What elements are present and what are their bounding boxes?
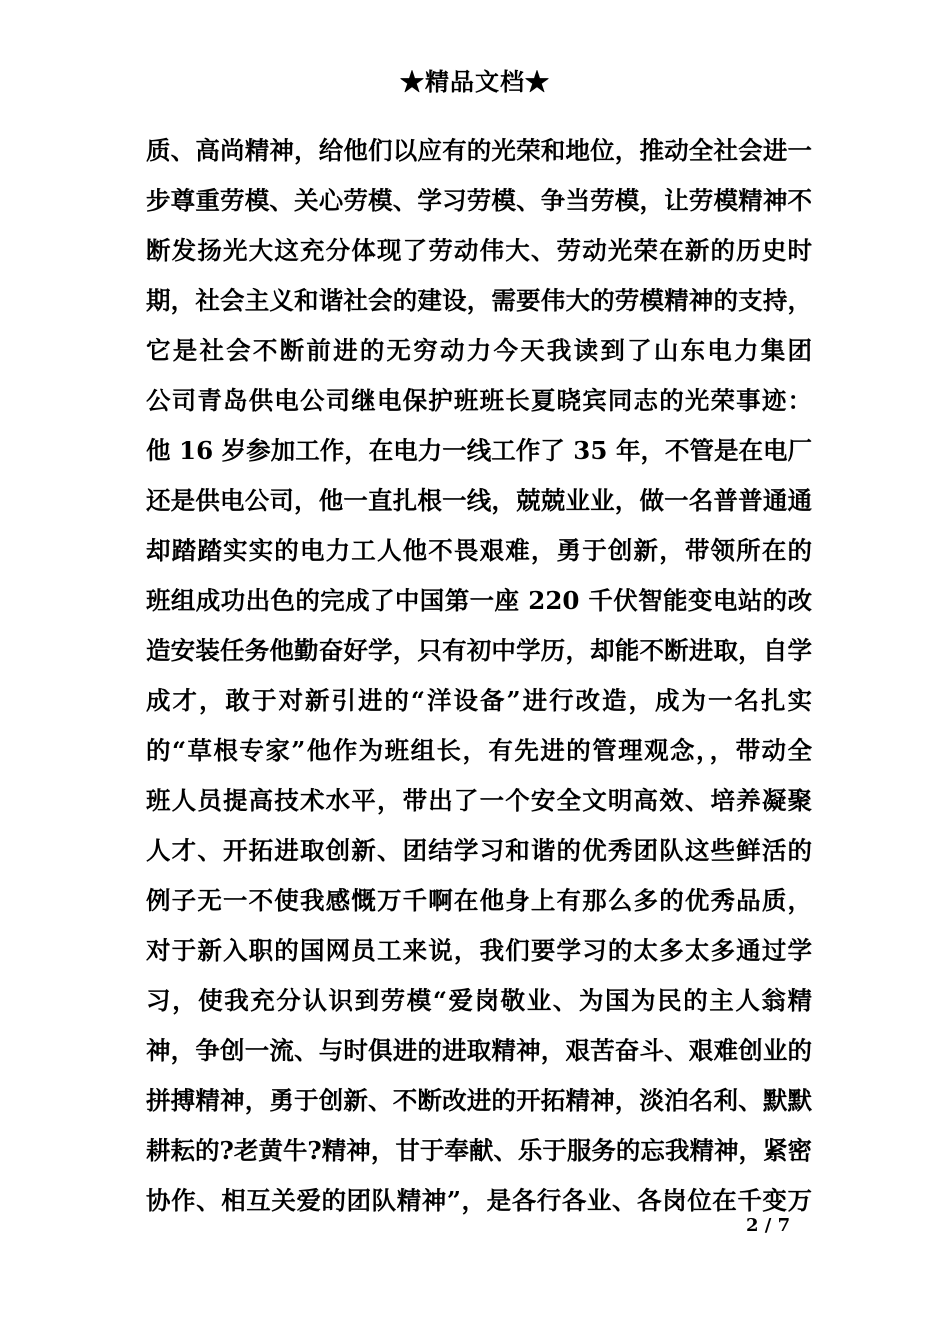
- text-line: 人才、开拓进取创新、团结学习和谐的优秀团队这些鲜活的: [146, 836, 812, 865]
- text-line: 耕耘的?老黄牛?精神，甘于奉献、乐于服务的忘我精神，紧密: [146, 1136, 812, 1165]
- text-line: 习，使我充分认识到劳模“爱岗敬业、为国为民的主人翁精: [146, 986, 812, 1015]
- text-line: 期，社会主义和谐社会的建设，需要伟大的劳模精神的支持，: [146, 286, 812, 315]
- text-line: 神，争创一流、与时俱进的进取精神，艰苦奋斗、艰难创业的: [146, 1036, 812, 1065]
- text-line: 步尊重劳模、关心劳模、学习劳模、争当劳模，让劳模精神不: [146, 186, 812, 215]
- page-header: ★精品文档★: [400, 67, 550, 96]
- text-line: 协作、相互关爱的团队精神”，是各行各业、各岗位在千变万: [146, 1186, 812, 1215]
- text-line: 造安装任务他勤奋好学，只有初中学历，却能不断进取，自学: [146, 636, 812, 665]
- text-line: 例子无一不使我感慨万千啊在他身上有那么多的优秀品质，: [146, 886, 812, 915]
- text-line: 质、高尚精神，给他们以应有的光荣和地位，推动全社会进一: [146, 136, 812, 165]
- text-line: 公司青岛供电公司继电保护班班长夏晓宾同志的光荣事迹：: [146, 386, 812, 415]
- text-line: 班组成功出色的完成了中国第一座 220 千伏智能变电站的改: [146, 586, 812, 615]
- text-line: 对于新入职的国网员工来说，我们要学习的太多太多通过学: [146, 936, 812, 965]
- text-line: 他 16 岁参加工作，在电力一线工作了 35 年，不管是在电厂: [146, 436, 812, 465]
- text-line: 它是社会不断前进的无穷动力今天我读到了山东电力集团: [146, 336, 812, 365]
- text-line: 还是供电公司，他一直扎根一线，兢兢业业，做一名普普通通: [146, 486, 812, 515]
- text-line: 拼搏精神，勇于创新、不断改进的开拓精神，淡泊名利、默默: [146, 1086, 812, 1115]
- text-line: 的“草根专家”他作为班组长，有先进的管理观念，，带动全: [146, 736, 812, 765]
- text-line: 成才，敢于对新引进的“洋设备”进行改造，成为一名扎实: [146, 686, 812, 715]
- page-number: 2 / 7: [746, 1215, 791, 1236]
- text-line: 班人员提高技术水平，带出了一个安全文明高效、培养凝聚: [146, 786, 812, 815]
- text-line: 断发扬光大这充分体现了劳动伟大、劳动光荣在新的历史时: [146, 236, 812, 265]
- body-text: [146, 126, 812, 1226]
- text-line: 却踏踏实实的电力工人他不畏艰难，勇于创新，带领所在的: [146, 536, 812, 565]
